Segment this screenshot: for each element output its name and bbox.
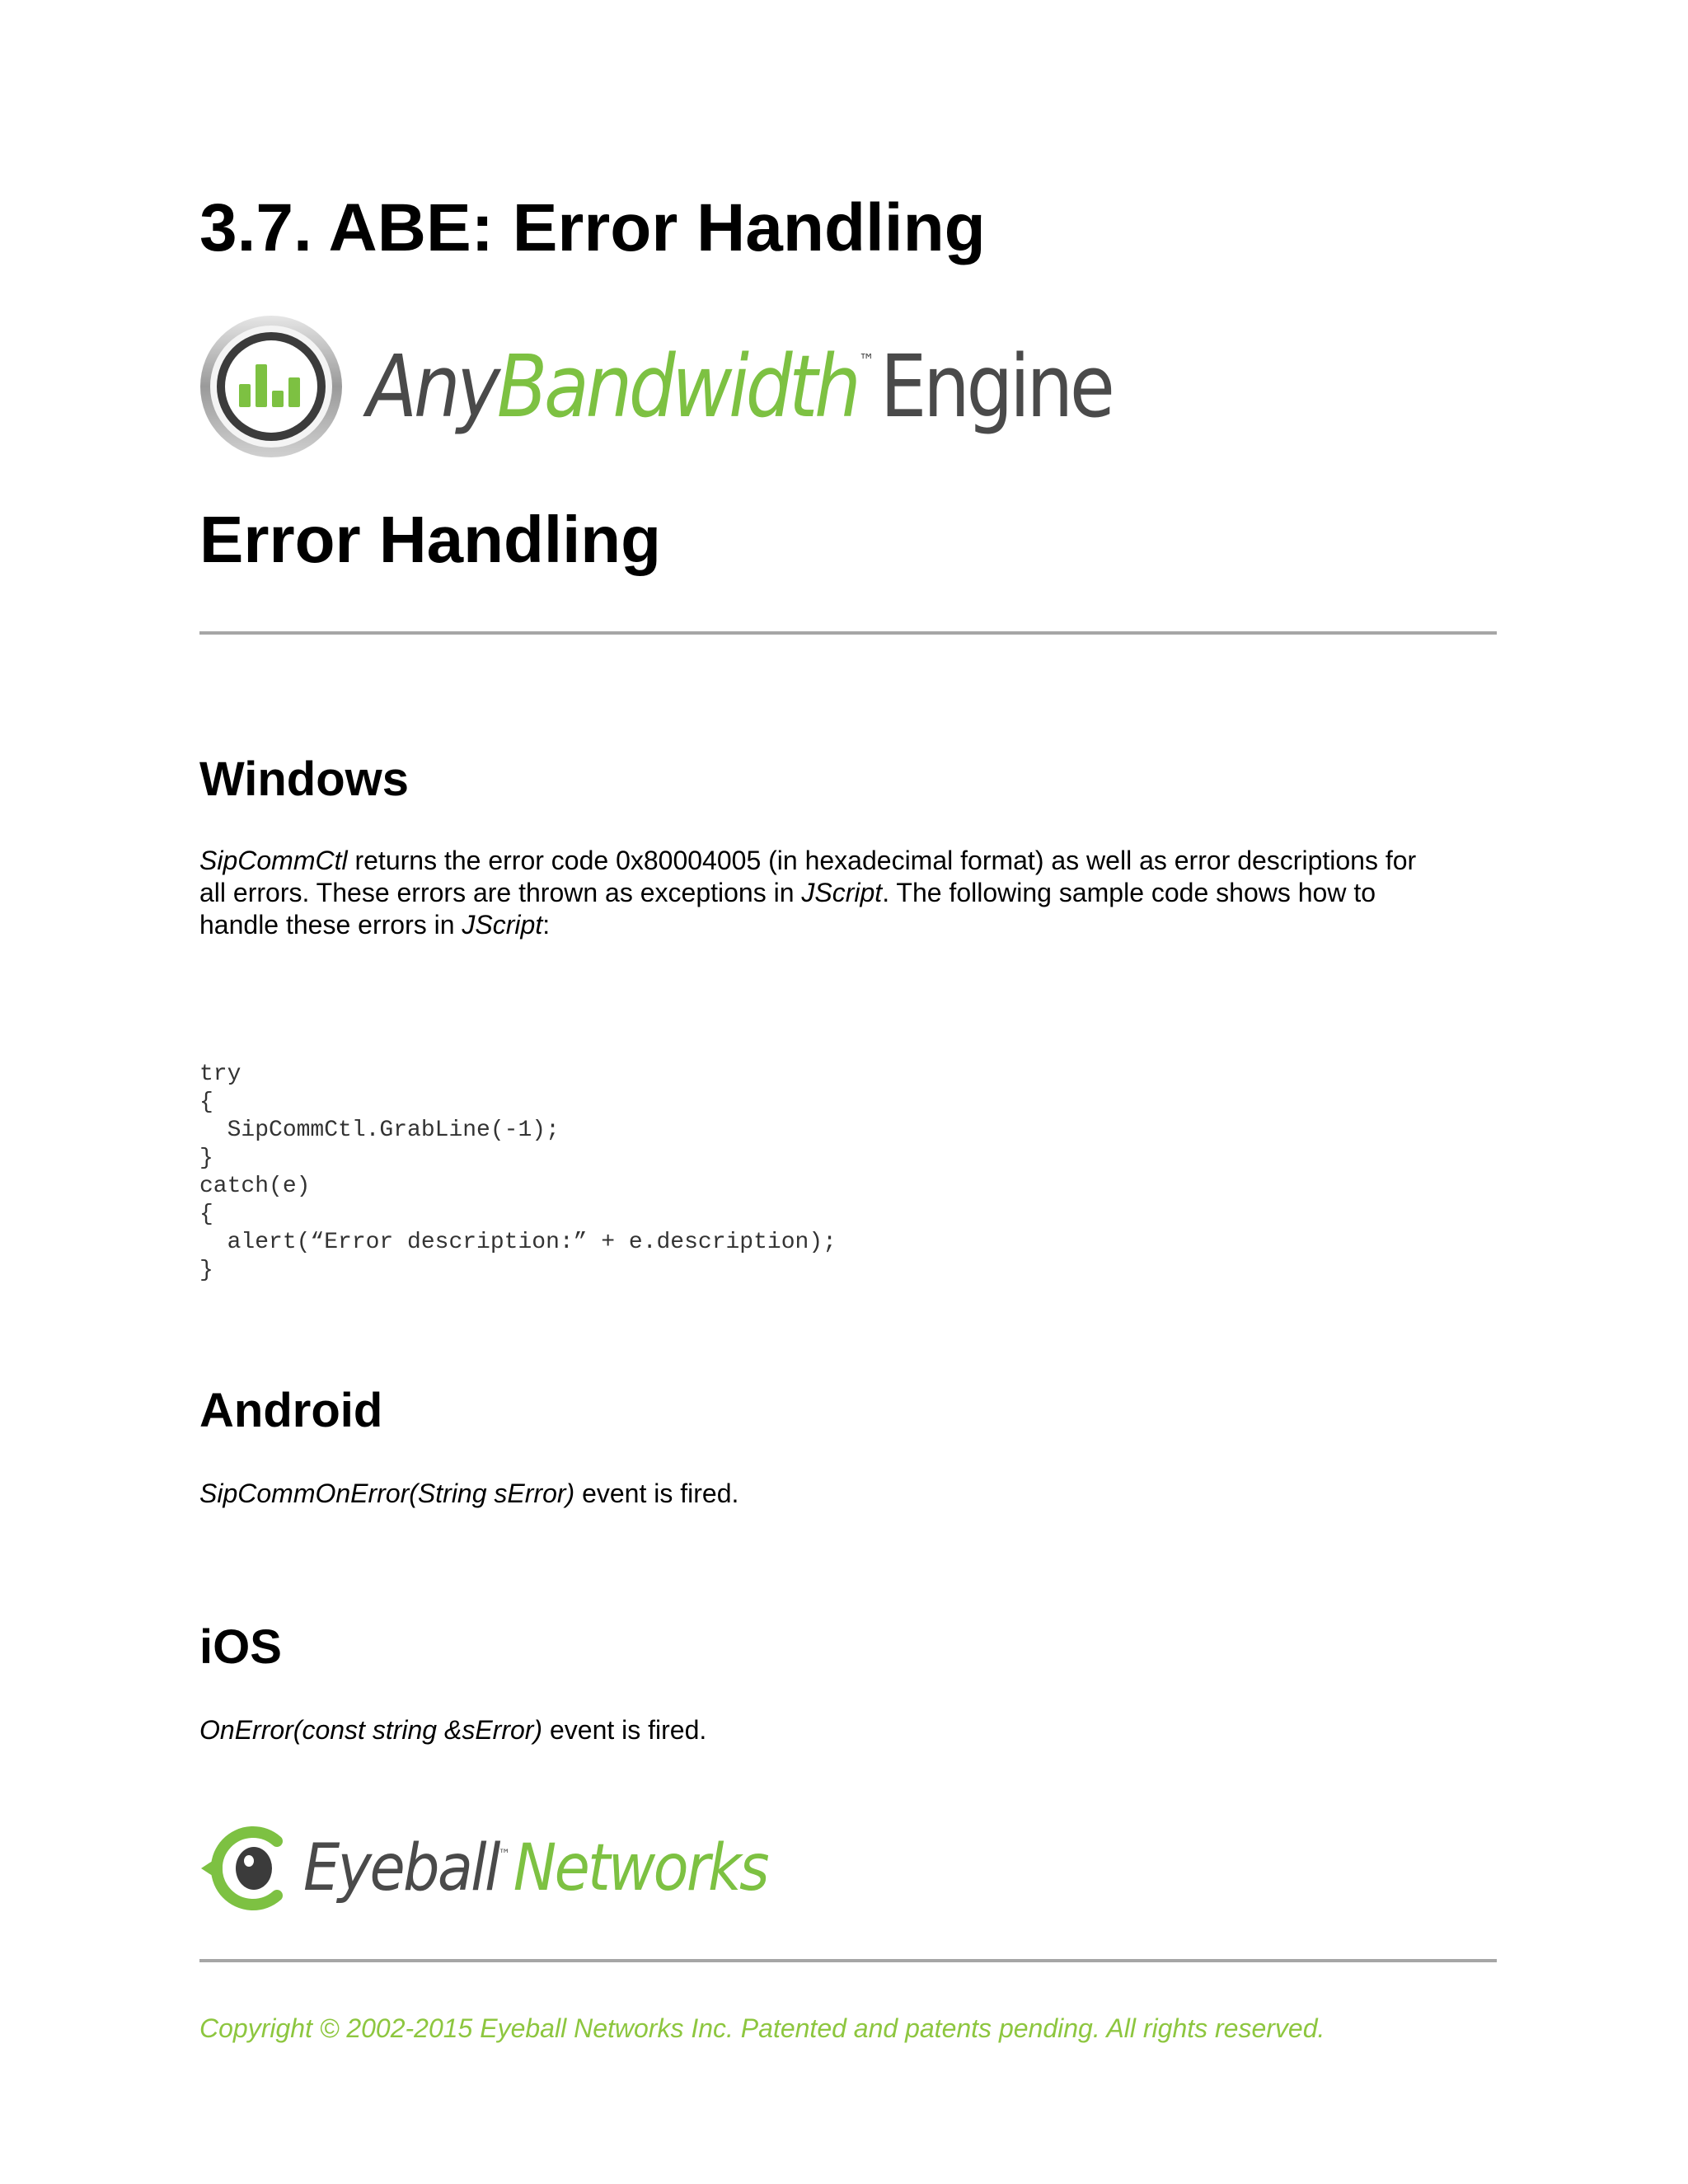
eyeball-networks-logo — [195, 1823, 771, 1914]
text-run: . The following sample code shows how to — [882, 878, 1376, 907]
top-divider — [199, 631, 1497, 635]
logo-trademark: ™ — [498, 1846, 511, 1862]
code-line: try — [199, 1062, 241, 1087]
logo-networks-text: Networks — [513, 1831, 767, 1905]
text-run: all errors. These errors are thrown as exceptions in — [199, 878, 802, 907]
eyeball-networks-wordmark — [303, 1823, 767, 1914]
jscript-term: JScript — [801, 878, 883, 907]
windows-heading: Windows — [199, 752, 410, 806]
copyright-notice: Copyright © 2002-2015 Eyeball Networks Inc. Patented and patents pending. All rights reserved. — [199, 2013, 1325, 2043]
anybandwidth-engine-logo — [198, 312, 1112, 462]
jscript-term: JScript — [462, 910, 543, 940]
code-line: } — [199, 1146, 213, 1171]
text-run: : — [542, 910, 551, 940]
windows-paragraph-line — [199, 909, 1518, 941]
eye-arrow-icon — [195, 1823, 297, 1914]
android-paragraph-line — [199, 1478, 1518, 1510]
logo-bandwidth-text: Bandwidth — [496, 336, 858, 437]
code-line: { — [199, 1202, 213, 1227]
text-run: event is fired. — [574, 1479, 739, 1508]
logo-trademark: ™ — [859, 351, 875, 372]
android-heading: Android — [199, 1384, 383, 1437]
code-line: SipCommCtl.GrabLine(-1); — [199, 1118, 560, 1143]
windows-paragraph-line — [199, 877, 1518, 909]
ios-paragraph — [199, 1714, 1518, 1746]
text-run: event is fired. — [542, 1715, 707, 1745]
logo-engine-text: Engine — [879, 336, 1112, 437]
bar-chart-ring-icon — [198, 313, 345, 460]
windows-paragraph-line — [199, 845, 1518, 877]
ios-event-term: OnError(const string &sError) — [199, 1715, 543, 1745]
code-line: catch(e) — [199, 1174, 311, 1199]
ios-paragraph-line — [199, 1714, 1518, 1746]
sample-code-block — [199, 1061, 837, 1285]
logo-any-text: Any — [367, 336, 497, 437]
section-title: Error Handling — [199, 503, 662, 576]
document-title: 3.7. ABE: Error Handling — [199, 190, 986, 265]
code-line: alert(“Error description:” + e.description); — [199, 1230, 837, 1255]
android-event-term: SipCommOnError(String sError) — [199, 1479, 575, 1508]
code-line: { — [199, 1090, 213, 1115]
code-line: } — [199, 1258, 213, 1283]
sipcommctl-term: SipCommCtl — [199, 846, 348, 875]
logo-eyeball-text: Eyeball — [303, 1831, 499, 1905]
ios-heading: iOS — [199, 1620, 282, 1674]
footer-divider — [199, 1959, 1497, 1962]
android-paragraph — [199, 1478, 1518, 1510]
text-run: returns the error code 0x80004005 (in hexadecimal format) as well as error descriptions for — [347, 846, 1417, 875]
anybandwidth-engine-wordmark — [367, 312, 1112, 462]
text-run: handle these errors in — [199, 910, 462, 940]
windows-paragraph — [199, 845, 1518, 941]
